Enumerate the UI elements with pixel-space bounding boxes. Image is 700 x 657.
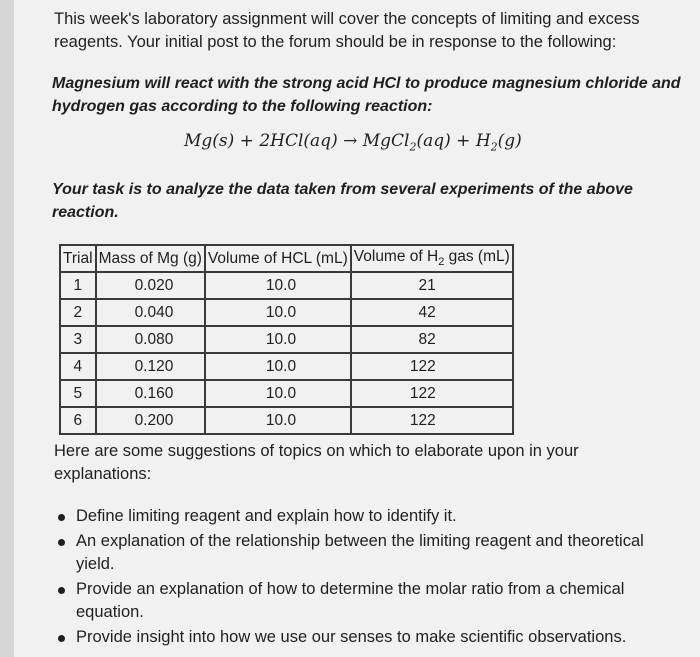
header-h2 [351, 245, 513, 272]
table-row [60, 272, 513, 299]
bullet-icon [58, 514, 65, 521]
experiment-table [59, 244, 514, 435]
cell-h2: 122 [351, 407, 513, 434]
header-h2-post: gas (mL) [444, 248, 510, 266]
cell-h2: 42 [351, 299, 513, 326]
header-trial: Trial [60, 245, 96, 272]
list-item-text: Provide an explanation of how to determine the molar ratio from a chemical equation. [76, 579, 625, 621]
equation-product-h2-state: (g) [497, 131, 522, 151]
cell-trial: 2 [60, 299, 96, 326]
equation-product-mgcl: MgCl [362, 131, 410, 151]
equation-arrow: → [343, 131, 358, 151]
cell-mass: 0.080 [96, 326, 205, 353]
chemical-equation [184, 131, 522, 153]
cell-hcl: 10.0 [205, 272, 351, 299]
header-h2-sub: 2 [438, 256, 445, 269]
cell-trial: 1 [60, 272, 96, 299]
list-item-text: Define limiting reagent and explain how to identify it. [76, 507, 457, 525]
cell-hcl: 10.0 [205, 299, 351, 326]
list-item-text: An explanation of the relationship between the limiting reagent and theoretical yield. [76, 531, 644, 573]
table-row [60, 299, 513, 326]
list-item [54, 578, 674, 625]
bullet-icon [58, 635, 65, 642]
reaction-prompt: Magnesium will react with the strong acid HCl to produce magnesium chloride and hydrogen gas according to the following reaction: [52, 75, 681, 115]
cell-mass: 0.200 [96, 407, 205, 434]
cell-trial: 4 [60, 353, 96, 380]
equation-product-state: (aq) + H [416, 131, 491, 151]
cell-mass: 0.020 [96, 272, 205, 299]
list-item-text: Provide insight into how we use our senses to make scientific observations. [76, 627, 627, 646]
cell-mass: 0.120 [96, 353, 205, 380]
table-row [60, 353, 513, 380]
task-statement: Your task is to analyze the data taken from several experiments of the above reaction. [52, 181, 633, 221]
table-row [60, 380, 513, 407]
cell-hcl: 10.0 [205, 380, 351, 407]
cell-h2: 82 [351, 326, 513, 353]
suggestion-list [54, 505, 674, 650]
cell-h2: 122 [351, 353, 513, 380]
cell-mass: 0.040 [96, 299, 205, 326]
list-item [54, 530, 674, 577]
bullet-icon [58, 539, 65, 546]
left-frame-edge [0, 0, 14, 657]
header-h2-pre: Volume of H [353, 248, 439, 266]
equation-reactants: Mg(s) + 2HCl(aq) [184, 131, 338, 151]
cell-trial: 5 [60, 380, 96, 407]
list-item [54, 505, 674, 529]
bullet-icon [58, 587, 65, 594]
cell-mass: 0.160 [96, 380, 205, 407]
cell-hcl: 10.0 [205, 326, 351, 353]
table-row [60, 326, 513, 353]
table-row [60, 407, 513, 434]
equation-sub-cl: 2 [409, 140, 417, 154]
cell-trial: 6 [60, 407, 96, 434]
header-hcl: Volume of HCL (mL) [205, 245, 351, 272]
intro-paragraph: This week's laboratory assignment will cover the concepts of limiting and excess reagents. Your initial post to the forum should be in response to the following: [54, 10, 640, 51]
table-header-row [60, 245, 513, 272]
cell-hcl: 10.0 [205, 353, 351, 380]
equation-sub-h: 2 [490, 140, 498, 154]
assignment-content [14, 0, 700, 657]
suggestions-intro: Here are some suggestions of topics on which to elaborate upon in your explanations: [54, 442, 579, 483]
list-item [54, 626, 674, 650]
header-mass: Mass of Mg (g) [96, 245, 205, 272]
cell-h2: 21 [351, 272, 513, 299]
cell-hcl: 10.0 [205, 407, 351, 434]
cell-h2: 122 [351, 380, 513, 407]
cell-trial: 3 [60, 326, 96, 353]
